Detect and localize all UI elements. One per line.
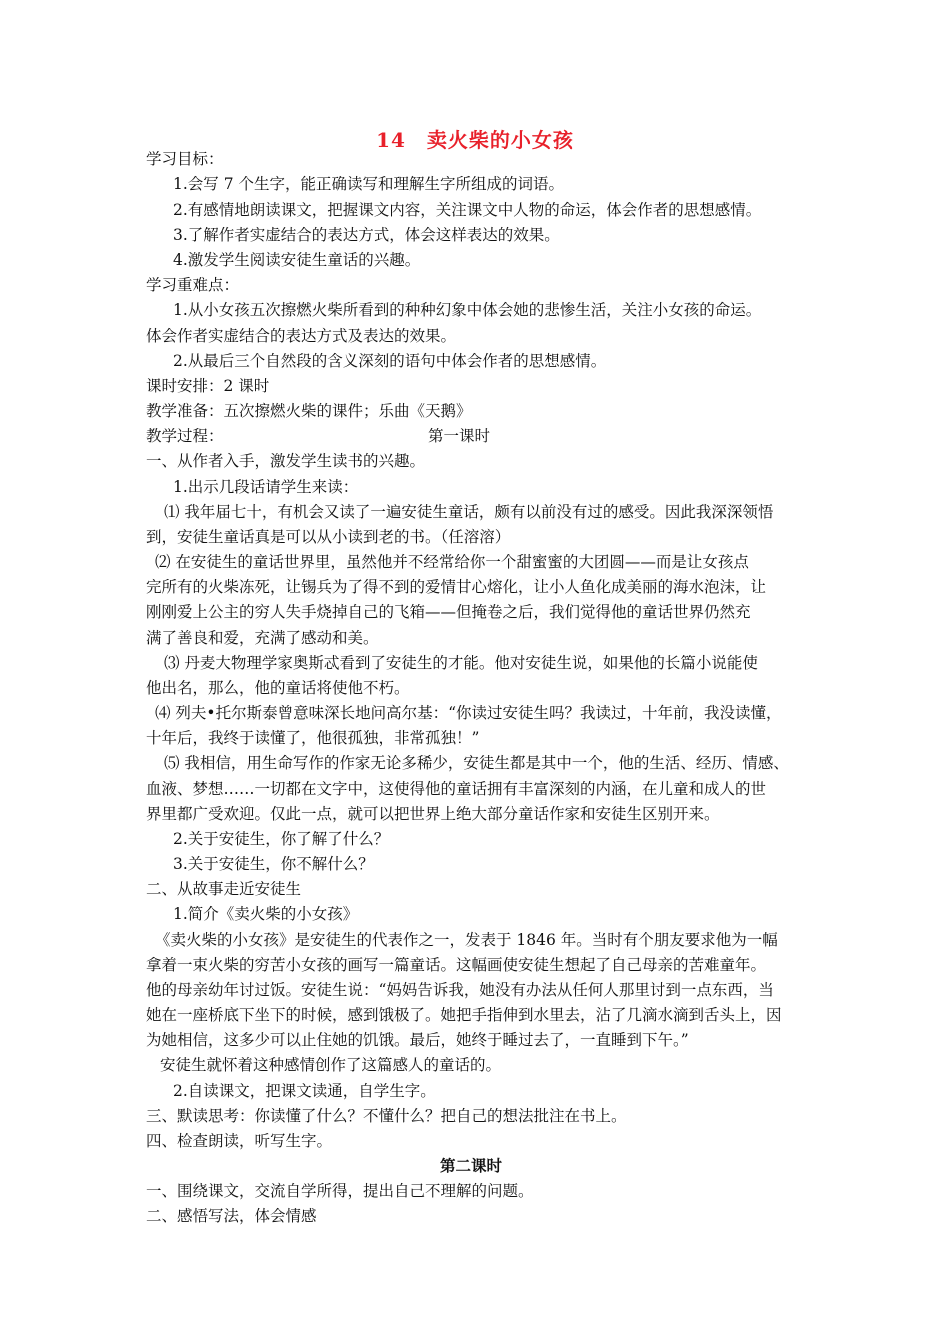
prep-line: 教学准备：五次擦燃火柴的课件；乐曲《天鹅》 [146, 402, 472, 420]
quote-line: 他出名，那么，他的童话将使他不朽。 [146, 679, 410, 697]
step-item: 3.关于安徒生，你不解什么？ [173, 855, 374, 873]
quote-line: 十年后，我终于读懂了，他很孤独，非常孤独！” [146, 729, 480, 747]
intro-line: 安徒生就怀着这种感情创作了这篇感人的童话的。 [160, 1056, 502, 1074]
lesson1-heading: 第一课时 [428, 427, 491, 445]
quote-line: 血液、梦想……一切都在文字中，这使得他的童话拥有丰富深刻的内涵，在儿童和成人的世 [146, 780, 767, 798]
process-heading: 教学过程： [146, 427, 224, 445]
quote-line: ⑴ 我年届七十，有机会又读了一遍安徒生童话，颇有以前没有过的感受。因此我深深领悟 [164, 503, 774, 521]
goal-item: 3.了解作者实虚结合的表达方式，体会这样表达的效果。 [173, 226, 560, 244]
step-item: 2.关于安徒生，你了解了什么？ [173, 830, 390, 848]
quote-line: 刚刚爱上公主的穷人失手烧掉自己的飞箱——但掩卷之后，我们觉得他的童话世界仍然充 [146, 603, 751, 621]
intro-line: 《卖火柴的小女孩》是安徒生的代表作之一，发表于 1846 年。当时有个朋友要求他为一幅 [155, 931, 778, 949]
quote-line: ⑸ 我相信，用生命写作的作家无论多稀少，安徒生都是其中一个，他的生活、经历、情感、 [164, 754, 789, 772]
intro-line: 他的母亲幼年讨过饭。安徒生说：“妈妈告诉我，她没有办法从任何人那里讨到一点东西，当 [146, 981, 774, 999]
quote-line: ⑷ 列夫•托尔斯泰曾意味深长地问高尔基：“你读过安徒生吗？我读过，十年前，我没读懂， [155, 704, 782, 722]
goals-heading: 学习目标： [146, 150, 224, 168]
key-item: 1.从小女孩五次擦燃火柴所看到的种种幻象中体会她的悲惨生活，关注小女孩的命运。 [173, 301, 762, 319]
key-heading: 学习重难点： [146, 276, 240, 294]
step-heading: 一、从作者入手，激发学生读书的兴趣。 [146, 452, 426, 470]
step-item: 1.出示几段话请学生来读： [173, 478, 359, 496]
quote-line: 到，安徒生童话真是可以从小读到老的书。（任溶溶） [146, 528, 511, 546]
intro-line: 拿着一束火柴的穷苦小女孩的画写一篇童话。这幅画使安徒生想起了自己母亲的苦难童年。 [146, 956, 767, 974]
step-heading: 二、从故事走近安徒生 [146, 880, 302, 898]
document-title: 14 卖火柴的小女孩 [376, 128, 574, 152]
step-heading: 四、检查朗读，听写生字。 [146, 1132, 333, 1150]
quote-line: ⑶ 丹麦大物理学家奥斯忒看到了安徒生的才能。他对安徒生说，如果他的长篇小说能使 [164, 654, 758, 672]
step-heading: 一、围绕课文，交流自学所得，提出自己不理解的问题。 [146, 1182, 534, 1200]
step-heading: 二、感悟写法，体会情感 [146, 1207, 317, 1225]
schedule-line: 课时安排：2 课时 [146, 377, 270, 395]
step-item: 1.简介《卖火柴的小女孩》 [173, 905, 359, 923]
key-item: 2.从最后三个自然段的含义深刻的语句中体会作者的思想感情。 [173, 352, 607, 370]
goal-item: 4.激发学生阅读安徒生童话的兴趣。 [173, 251, 421, 269]
goal-item: 1.会写 7 个生字，能正确读写和理解生字所组成的词语。 [173, 175, 565, 193]
key-item-cont: 体会作者实虚结合的表达方式及表达的效果。 [146, 327, 457, 345]
goal-item: 2.有感情地朗读课文，把握课文内容，关注课文中人物的命运，体会作者的思想感情。 [173, 201, 762, 219]
quote-line: 完所有的火柴冻死，让锡兵为了得不到的爱情甘心熔化，让小人鱼化成美丽的海水泡沫，让 [146, 578, 767, 596]
step-heading: 三、默读思考：你读懂了什么？不懂什么？把自己的想法批注在书上。 [146, 1107, 627, 1125]
step-item: 2.自读课文，把课文读通，自学生字。 [173, 1082, 436, 1100]
lesson2-heading: 第二课时 [440, 1156, 503, 1175]
quote-line: ⑵ 在安徒生的童话世界里，虽然他并不经常给你一个甜蜜蜜的大团圆——而是让女孩点 [155, 553, 749, 571]
intro-line: 她在一座桥底下坐下的时候，感到饿极了。她把手指伸到水里去，沾了几滴水滴到舌头上，因 [146, 1006, 782, 1024]
intro-line: 为她相信，这多少可以止住她的饥饿。最后，她终于睡过去了，一直睡到下午。” [146, 1031, 689, 1049]
quote-line: 界里都广受欢迎。仅此一点，就可以把世界上绝大部分童话作家和安徒生区别开来。 [146, 805, 720, 823]
quote-line: 满了善良和爱，充满了感动和美。 [146, 629, 379, 647]
